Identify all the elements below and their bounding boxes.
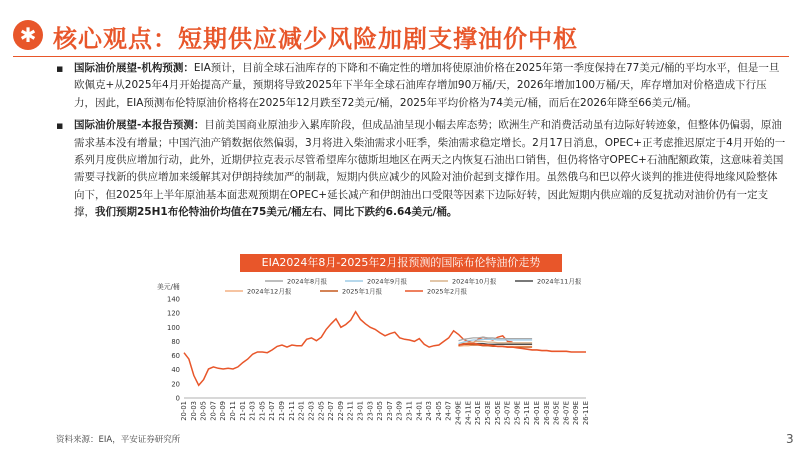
x-tick-label: 23-07 [385, 401, 394, 421]
y-tick-label: 140 [167, 295, 180, 304]
x-tick-label: 26-01E [532, 401, 541, 426]
bullet-conclusion: 我们预期25H1布伦特油价均值在75美元/桶左右、同比下跌约6.64美元/桶。 [95, 206, 458, 219]
x-tick-label: 24-05 [434, 401, 443, 421]
x-tick-label: 20-11 [229, 401, 238, 421]
historical-line [184, 312, 513, 386]
y-tick-label: 120 [167, 309, 180, 318]
legend-label: 2024年12月报 [247, 287, 292, 296]
x-tick-label: 20-03 [189, 401, 198, 421]
x-tick-label: 23-05 [376, 401, 385, 421]
x-tick-label: 25-11E [523, 401, 532, 426]
x-tick-label: 25-05E [493, 401, 502, 426]
x-tick-label: 20-01 [180, 401, 188, 421]
x-tick-label: 25-03E [483, 401, 492, 426]
x-tick-label: 23-09 [395, 401, 404, 421]
x-tick-label: 21-05 [258, 401, 267, 421]
x-tick-label: 25-07E [503, 401, 512, 426]
x-tick-label: 26-09E [572, 401, 581, 426]
legend-label: 2024年10月报 [452, 277, 497, 286]
x-tick-label: 22-03 [307, 401, 316, 421]
x-tick-label: 23-01 [356, 401, 365, 421]
x-tick-label: 22-09 [336, 401, 345, 421]
x-tick-label: 21-07 [268, 401, 277, 421]
y-tick-label: 0 [175, 394, 180, 403]
x-tick-label: 23-03 [366, 401, 375, 421]
legend-label: 2024年9月报 [367, 277, 408, 286]
x-tick-label: 26-03E [542, 401, 551, 426]
y-tick-label: 20 [171, 380, 180, 389]
x-tick-label: 21-11 [287, 401, 296, 421]
oil-price-chart [155, 277, 595, 433]
oil-price-chart-svg [155, 277, 595, 433]
page-number: 3 [786, 432, 794, 446]
x-tick-label: 20-09 [219, 401, 228, 421]
bullet-agency-forecast [56, 60, 787, 112]
x-tick-label: 24-03 [425, 401, 434, 421]
y-tick-label: 60 [171, 352, 180, 361]
x-tick-label: 22-01 [297, 401, 306, 421]
y-tick-label: 80 [171, 337, 180, 346]
chart-title: EIA2024年8月-2025年2月报预测的国际布伦特油价走势 [261, 256, 541, 269]
x-tick-label: 26-05E [552, 401, 561, 426]
x-tick-label: 20-05 [199, 401, 208, 421]
x-tick-label: 22-11 [346, 401, 355, 421]
x-tick-label: 24-07 [444, 401, 453, 421]
x-tick-label: 24-01 [415, 401, 424, 421]
bullet-dot-icon: ▪ [56, 119, 64, 133]
x-tick-label: 25-01E [474, 401, 483, 426]
x-tick-label: 23-11 [405, 401, 414, 421]
x-tick-label: 20-07 [209, 401, 218, 421]
y-axis-label: 美元/桶 [157, 283, 180, 291]
bullet-report-forecast [56, 117, 787, 221]
x-tick-label: 22-05 [317, 401, 326, 421]
y-tick-label: 100 [167, 323, 180, 332]
x-tick-label: 26-11E [582, 401, 590, 426]
bullet-text: 目前美国商业原油步入累库阶段，但成品油呈现小幅去库态势；欧洲生产和消费活动虽有边际好转迹象，但整体仍偏弱，原油需求基本没有增量；中国汽油产销数据依然偏弱，3月将进入柴油需求小旺季，柴油需求稳定增长。2月17日消息，OPEC+正考虑推迟原定于4月开始的一系列月度供应增加行动，此外，近期伊拉克表示尽管希望库尔德斯坦地区在两天之内恢复石油出口销售，但仍将恪守OPEC+石油配额政策，这意味着美国需要寻找新的供应增加来缓解其对伊朗持续加严的制裁，短期内供应减少的风险对油价起到支撑作用。虽然俄乌和巴以停火谈判的推进使得地缘风险整体向下，但2025年上半年原油基本面悲观预期在OPEC+延长减产和伊朗油出口受限等因素下边际好转，因此短期内供应端的反复扰动对油价仍有一定支撑， [74, 119, 786, 219]
x-tick-label: 21-09 [278, 401, 287, 421]
x-tick-label: 26-07E [562, 401, 571, 426]
bullet-text: EIA预计，目前全球石油库存的下降和不确定性的增加将使原油价格在2025年第一季度保持在77美元/桶的平均水平，但是一旦欧佩克+从2025年4月开始提高产量，预期将导致2025年下半年全球石油库存增加90万桶/天，2026年增加100万桶/天，库存增加对价格造成下行压力，因此，EIA预测布伦特原油价格将在2025年12月跌至72美元/桶，2025年平均价格为74美元/桶，而后在2026年降至66美元/桶。 [74, 62, 780, 109]
chart-title-bar [240, 254, 562, 272]
bullet-dot-icon: ▪ [56, 62, 64, 75]
legend-label: 2025年1月报 [342, 287, 383, 296]
legend-label: 2024年11月报 [537, 277, 582, 286]
x-tick-label: 22-07 [327, 401, 336, 421]
legend-label: 2025年2月报 [427, 287, 468, 296]
x-tick-label: 21-03 [248, 401, 257, 421]
main-content [56, 60, 787, 222]
source-note: 资料来源：EIA，平安证券研究所 [56, 435, 181, 445]
bullet-lead: 国际油价展望-机构预测： [74, 62, 194, 74]
title-divider [13, 56, 789, 57]
bullet-lead: 国际油价展望-本报告预测： [74, 119, 205, 132]
y-tick-label: 40 [171, 366, 180, 375]
x-tick-label: 25-09E [513, 401, 522, 426]
asterisk-icon: ✱ [13, 20, 43, 50]
x-tick-label: 24-11E [464, 401, 473, 426]
legend-label: 2024年8月报 [287, 277, 328, 286]
x-tick-label: 21-01 [238, 401, 247, 421]
page-title: 核心观点：短期供应减少风险加剧支撑油价中枢 [53, 25, 578, 53]
x-tick-label: 24-09E [454, 401, 463, 426]
page-header [0, 0, 802, 58]
